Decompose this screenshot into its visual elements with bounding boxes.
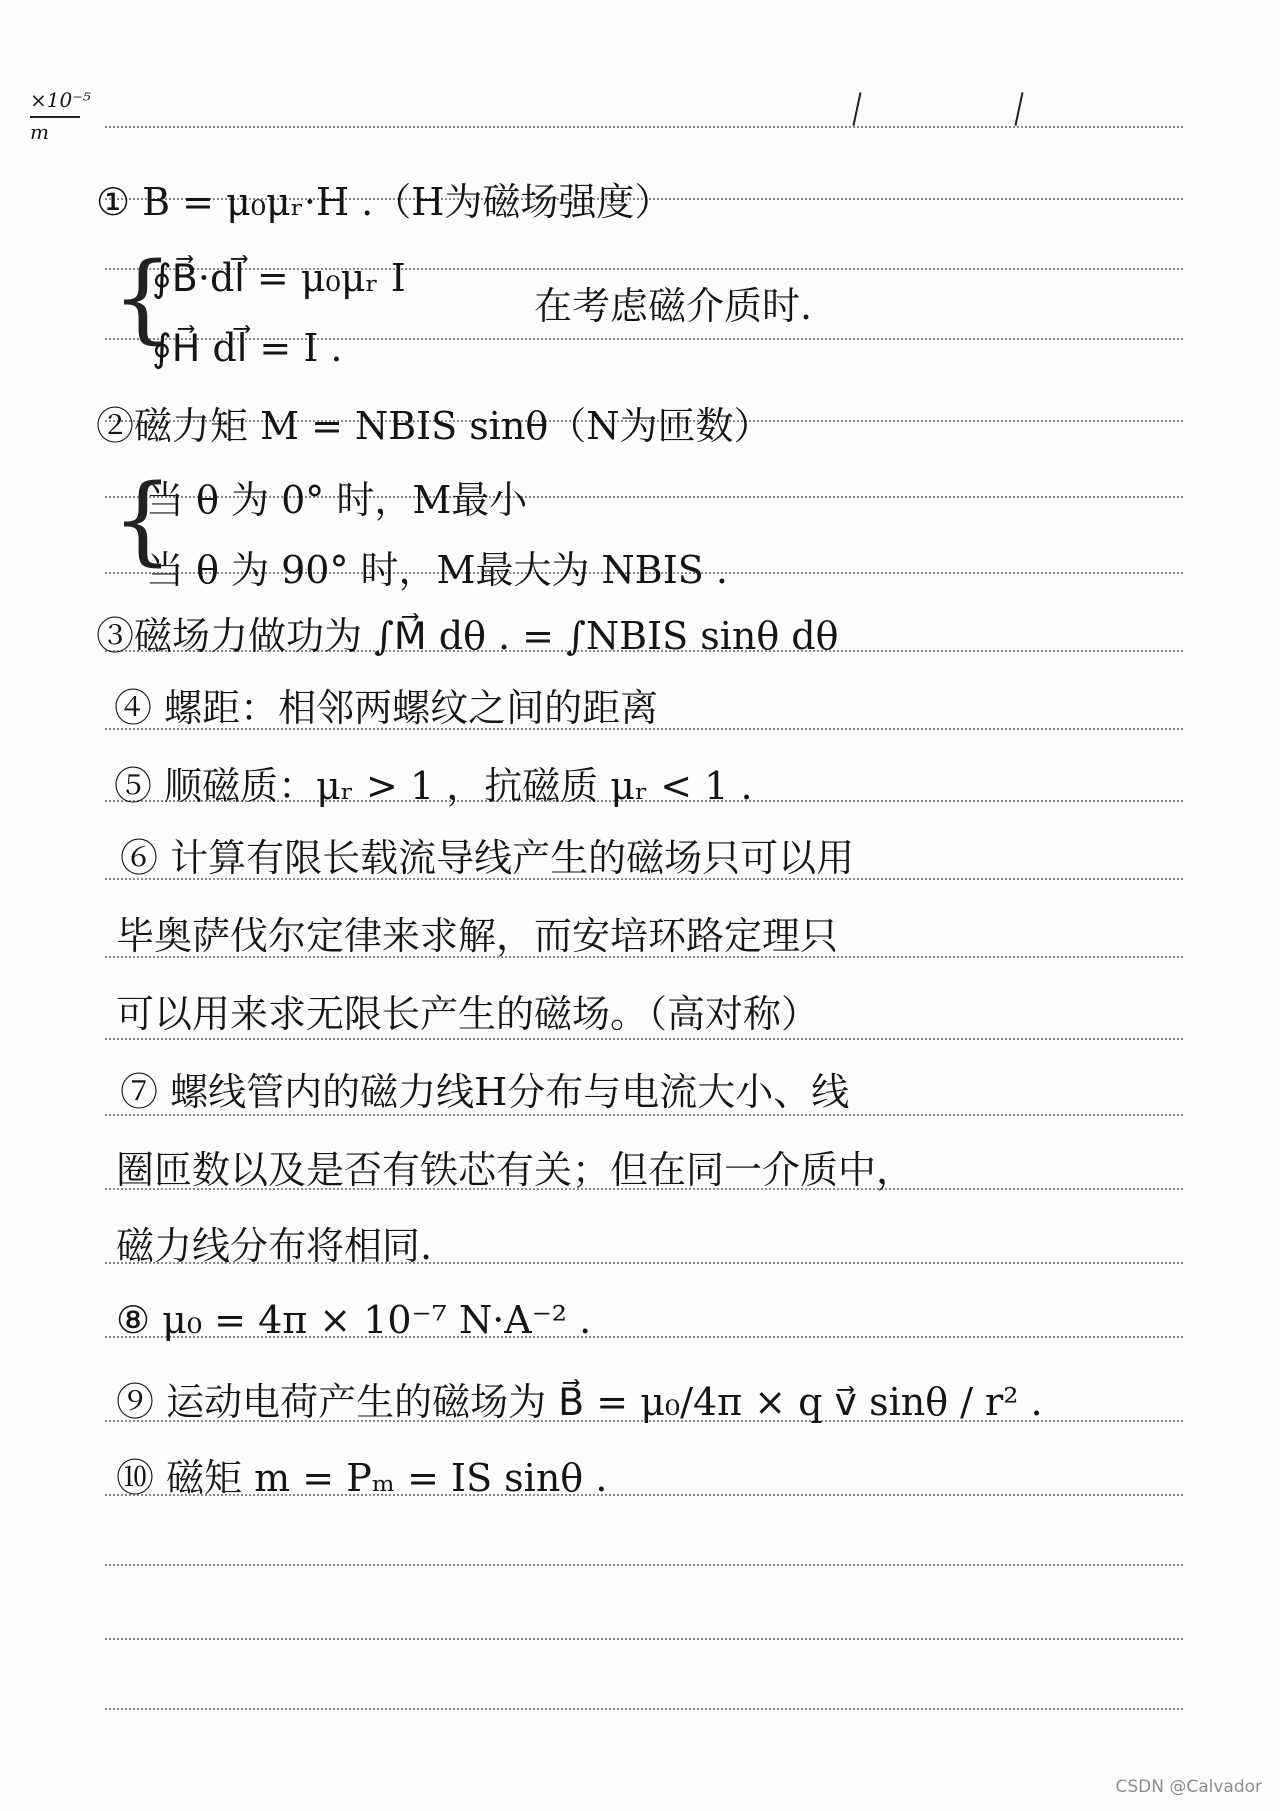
margin-note-bottom: m <box>30 116 80 142</box>
ruled-line <box>105 1638 1183 1640</box>
note-line-3: ③磁场力做功为 ∫M⃗ dθ . = ∫NBIS sinθ dθ <box>96 614 839 658</box>
note-line-7c: 磁力线分布将相同. <box>116 1224 433 1268</box>
header-tick-mark <box>852 92 861 126</box>
note-line-7b: 圈匝数以及是否有铁芯有关；但在同一介质中， <box>116 1148 915 1192</box>
note-line-4: ④ 螺距：相邻两螺纹之间的距离 <box>114 686 659 730</box>
brace: { <box>112 464 174 576</box>
note-line-9: ⑨ 运动电荷产生的磁场为 B⃗ = μ₀/4π × q v⃗ sinθ / r² . <box>116 1380 1043 1424</box>
ruled-line <box>105 1038 1183 1040</box>
note-line-2b: 当 θ 为 90° 时，M最大为 NBIS . <box>146 548 728 592</box>
csdn-watermark: CSDN @Calvador <box>1115 1777 1262 1797</box>
margin-note <box>30 90 91 142</box>
note-line-1b: ∮H⃗ dl⃗ = I . <box>152 326 343 370</box>
note-line-7a: ⑦ 螺线管内的磁力线H分布与电流大小、线 <box>120 1070 850 1114</box>
note-line-2a: 当 θ 为 0° 时，M最小 <box>146 478 528 522</box>
note-line-2: ②磁力矩 M = NBIS sinθ（N为匝数） <box>96 404 772 448</box>
ruled-line <box>105 1708 1183 1710</box>
note-line-10: ⑩ 磁矩 m = Pₘ = IS sinθ . <box>116 1456 608 1500</box>
note-line-1: ① B = μ₀μᵣ·H .（H为磁场强度） <box>96 180 673 224</box>
note-line-6c: 可以用来求无限长产生的磁场。（高对称） <box>116 992 820 1036</box>
note-line-6b: 毕奥萨伐尔定律来求解，而安培环路定理只 <box>116 914 839 958</box>
note-line-5: ⑤ 顺磁质：μᵣ > 1 ，抗磁质 μᵣ < 1 . <box>114 764 753 808</box>
note-line-6a: ⑥ 计算有限长载流导线产生的磁场只可以用 <box>120 836 855 880</box>
header-tick-mark <box>1014 92 1023 126</box>
note-line-1-aside: 在考虑磁介质时. <box>534 284 813 328</box>
ruled-line <box>105 1564 1183 1566</box>
note-line-1a: ∮B⃗·dl⃗ = μ₀μᵣ I <box>152 256 406 300</box>
note-line-8: ⑧ μ₀ = 4π × 10⁻⁷ N·A⁻² . <box>116 1298 592 1342</box>
ruled-line <box>105 126 1183 128</box>
brace: { <box>112 242 174 354</box>
margin-note-top: ×10⁻⁵ <box>30 88 91 112</box>
